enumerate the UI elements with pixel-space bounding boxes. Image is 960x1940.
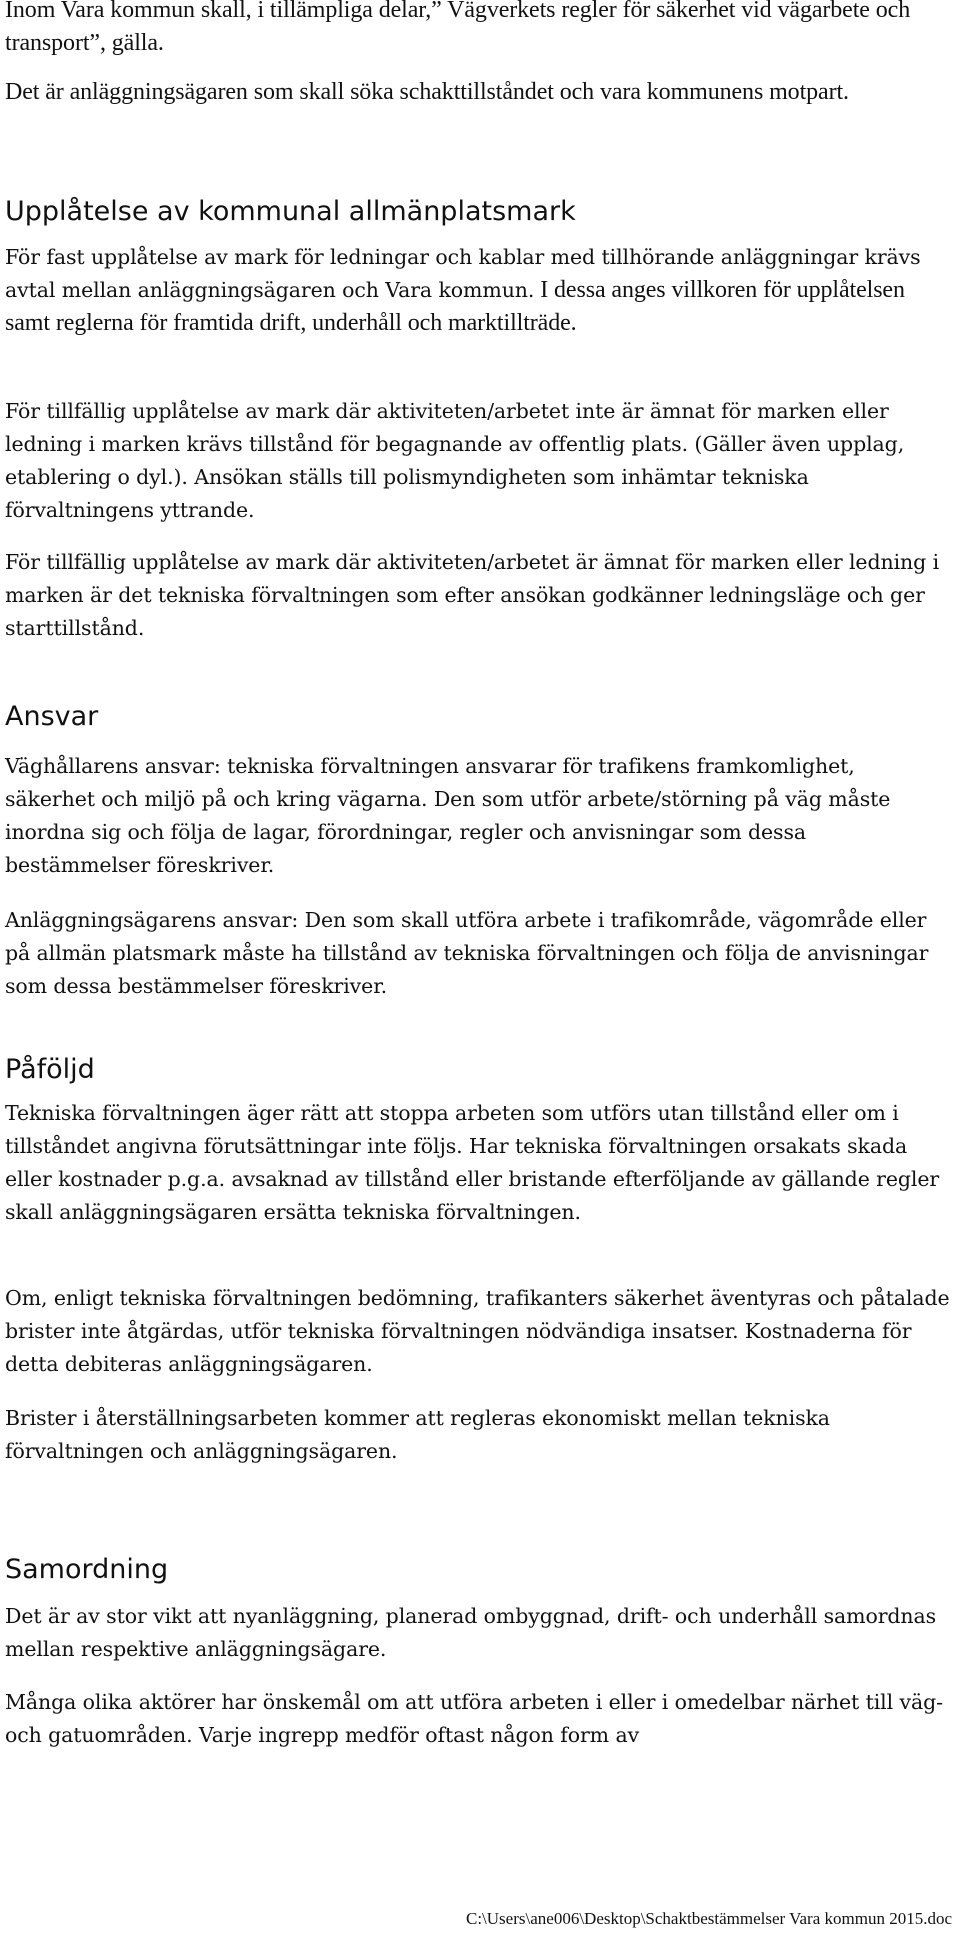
paafoljd-paragraph-3: Brister i återställningsarbeten kommer att regleras ekonomiskt mellan tekniska förvaltningen och anläggningsägaren.	[5, 1406, 830, 1463]
footer-file-path: C:\Users\ane006\Desktop\Schaktbestämmelser Vara kommun 2015.doc	[466, 1909, 952, 1928]
intro-paragraph-1: Inom Vara kommun skall, i tillämpliga delar,” Vägverkets regler för säkerhet vid vägarbete och transport”, gälla.	[5, 0, 911, 56]
heading-paafoljd: Påföljd	[5, 1054, 95, 1085]
upplatelse-paragraph-2	[5, 395, 950, 527]
ansvar-paragraph-2: Anläggningsägarens ansvar: Den som skall utföra arbete i trafikområde, vägområde eller på allmän platsmark måste ha tillstånd av tekniska förvaltningen och följa de anvisningar som dessa bestämmelser föreskriver.	[5, 908, 929, 998]
samordning-paragraph-2: Många olika aktörer har önskemål om att utföra arbeten i eller i omedelbar närhet till väg- och gatuområden. Varje ingrepp medför oftast någon form av	[5, 1690, 943, 1747]
ansvar-paragraph-1: Väghållarens ansvar: tekniska förvaltningen ansvarar för trafikens framkomlighet, säkerhet och miljö på och kring vägarna. Den som utför arbete/störning på väg måste inordna sig och följa de lagar, förordningar, regler och anvisningar som dessa bestämmelser föreskriver.	[5, 754, 891, 877]
paafoljd-paragraph-1: Tekniska förvaltningen äger rätt att stoppa arbeten som utförs utan tillstånd eller om i tillståndet angivna förutsättningar inte följs. Har tekniska förvaltningen orsakats skada eller kostnader p.g.a. avsaknad av tillstånd eller bristande efterföljande av gällande regler skall anläggningsägaren ersätta tekniska förvaltningen.	[5, 1101, 940, 1224]
upplatelse-paragraph-3: För tillfällig upplåtelse av mark där aktiviteten/arbetet är ämnat för marken eller ledning i marken är det tekniska förvaltningen som efter ansökan godkänner ledningsläge och ger starttillstånd.	[5, 550, 940, 640]
upplatelse-p2-part-b: Ansökan ställs till polismyndigheten som inhämtar tekniska förvaltningens yttrande.	[5, 465, 809, 522]
paafoljd-paragraph-2: Om, enligt tekniska förvaltningen bedömning, trafikanters säkerhet äventyras och påtalade brister inte åtgärdas, utför tekniska förvaltningen nödvändiga insatser. Kostnaderna för detta debiteras anläggningsägaren.	[5, 1286, 950, 1376]
heading-samordning: Samordning	[5, 1554, 169, 1585]
heading-upplatelse: Upplåtelse av kommunal allmänplatsmark	[5, 196, 576, 227]
upplatelse-p1-part-b: I dessa anges villkoren för upplåtelsen samt reglerna för framtida drift, underhåll och marktillträde.	[5, 277, 905, 336]
heading-ansvar: Ansvar	[5, 701, 99, 732]
samordning-paragraph-1: Det är av stor vikt att nyanläggning, planerad ombyggnad, drift- och underhåll samordnas mellan respektive anläggningsägare.	[5, 1604, 937, 1661]
upplatelse-paragraph-1	[5, 241, 950, 340]
intro-paragraph-2: Det är anläggningsägaren som skall söka schakttillståndet och vara kommunens motpart.	[5, 79, 849, 105]
upplatelse-p2-part-a: För tillfällig upplåtelse av mark där aktiviteten/arbetet inte är ämnat för marken eller ledning i marken krävs tillstånd för begagnande av offentlig plats. (Gäller även upplag, etablering o dyl.).	[5, 399, 905, 489]
upplatelse-p1-part-a: För fast upplåtelse av mark för ledningar och kablar med tillhörande anläggningar krävs avtal mellan anläggningsägaren och Vara kommun.	[5, 245, 921, 302]
